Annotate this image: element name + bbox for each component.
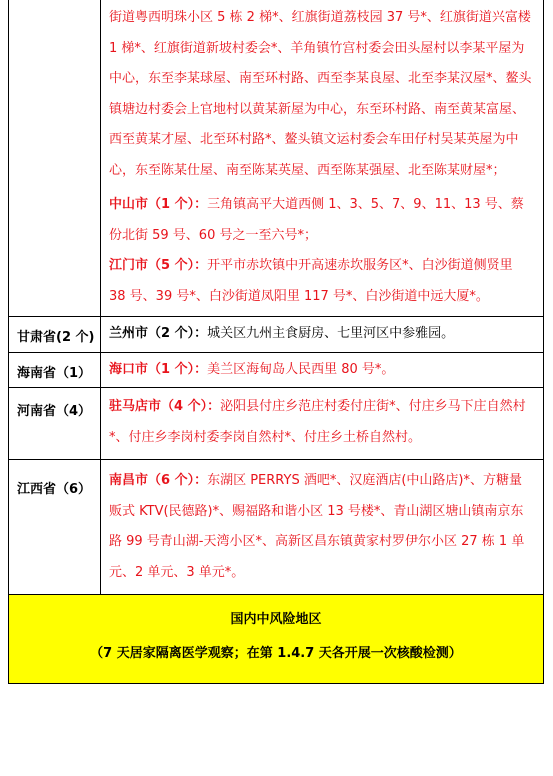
area-list-cell [101,317,543,352]
section-title: 国内中风险地区 [230,612,322,627]
city-label: 南昌市（6 个）： [109,473,208,488]
city-entry-jiangmen [109,251,533,312]
area-list-cell [101,353,543,388]
table-row-jiangxi [9,460,543,595]
city-label: 兰州市（2 个）： [109,326,208,341]
city-label: 中山市（1 个）： [109,197,208,212]
table-row-hainan [9,353,543,389]
province-cell: 甘肃省(2 个) [9,317,101,352]
province-cell: 河南省（4） [9,388,101,459]
city-area-text: 开平市赤坎镇中开高速赤坎服务区*、白沙街道侧贤里 38 号、39 号*、白沙街道凤阳里 117 号*、白沙街道中远大厦*。 [109,258,513,304]
city-area-text: 美兰区海甸岛人民西里 80 号*。 [207,361,395,377]
medium-risk-header [9,595,543,684]
table-row-gansu [9,317,543,353]
section-note: （7 天居家隔离医学观察；在第 1.4.7 天各开展一次核酸检测） [90,646,462,661]
city-area-text: 三角镇高平大道西侧 1、3、5、7、9、11、13 号、蔡份北街 59 号、60 号之一至六号*； [109,197,524,243]
area-list-cell [101,0,543,316]
city-label: 驻马店市（4 个）： [109,399,221,414]
area-list-cell [101,388,543,459]
city-area-text: 泌阳县付庄乡范庄村委付庄街*、付庄乡马下庄自然村*、付庄乡李岗村委李岗自然村*、付庄乡土桥自然村。 [109,399,526,445]
area-list-cell [101,460,543,594]
province-cell [9,0,101,316]
city-area-text: 东湖区 PERRYS 酒吧*、汉庭酒店(中山路店)*、方糖量贩式 KTV(民德路)*、赐福路和谐小区 13 号楼*、青山湖区塘山镇南京东路 99 号青山湖-天湾小区*、高新区昌东镇黄家村罗伊尔小区 27 栋 1 单元、2 单元、3 单元*。 [109,473,525,580]
risk-area-table [8,0,544,684]
province-cell: 江西省（6） [9,460,101,594]
city-label: 海口市（1 个）： [109,361,208,377]
area-list-text: 街道粤西明珠小区 5 栋 2 梯*、红旗街道荔枝园 37 号*、红旗街道兴富楼 1 梯*、红旗街道新坡村委会*、羊角镇竹宫村委会田头屋村以李某平屋为中心，东至李某球屋、南至环村路、西至李某良屋、北至李某汉屋*、鳌头镇塘边村委会上官地村以黄某新屋为中心，东至环村路、南至黄某富屋、西至黄某才屋、北至环村路*、鳌头镇文运村委会车田仔村吴某英屋为中心，东至陈某仕屋、南至陈某英屋、西至陈某强屋、北至陈某财屋*； [109,10,532,178]
city-entry-zhongshan [109,190,533,251]
city-area-text: 城关区九州主食厨房、七里河区中参雅园。 [207,326,455,341]
city-label: 江门市（5 个）： [109,258,208,273]
province-cell: 海南省（1） [9,353,101,388]
table-row-henan [9,388,543,460]
table-row-guangdong [9,0,543,317]
